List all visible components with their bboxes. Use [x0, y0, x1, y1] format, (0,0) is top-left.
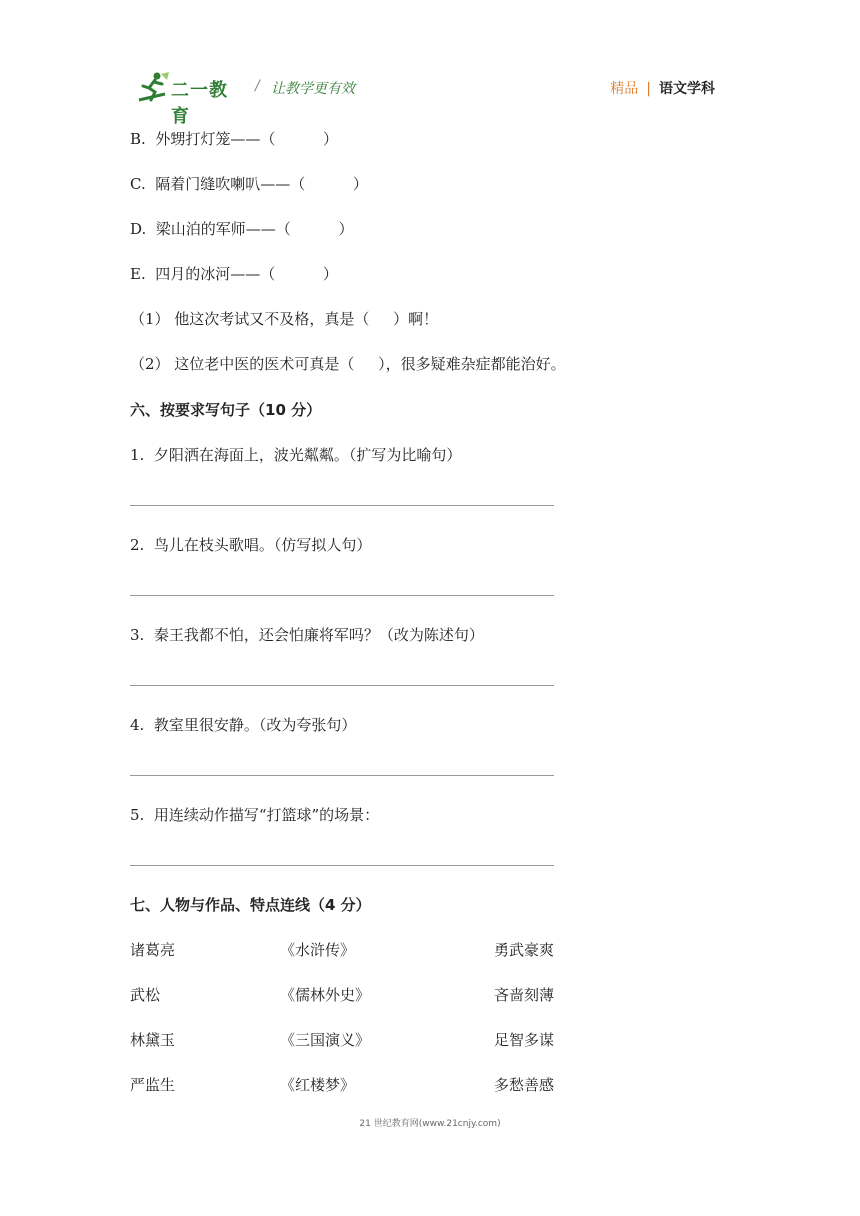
tag-divider: | — [646, 81, 651, 97]
header-slogan: 让教学更有效 — [271, 81, 355, 97]
trait-cell[interactable]: 多愁善感 — [494, 1076, 555, 1094]
runner-logo-icon — [135, 70, 171, 106]
person-cell[interactable]: 武松 — [130, 986, 161, 1004]
question-2: 2. 鸟儿在枝头歌唱。（仿写拟人句） — [130, 536, 372, 554]
question-4: 4. 教室里很安静。（改为夸张句） — [130, 716, 357, 734]
section-7-title: 七、人物与作品、特点连线（4 分） — [130, 896, 371, 914]
tag-subject: 语文学科 — [659, 81, 715, 97]
page-footer: 21 世纪教育网(www.21cnjy.com) — [359, 1119, 501, 1129]
person-cell[interactable]: 诸葛亮 — [130, 941, 176, 959]
option-e: E. 四月的冰河——（ ） — [130, 265, 338, 283]
option-c: C. 隔着门缝吹喇叭——（ ） — [130, 175, 368, 193]
section-6-title: 六、按要求写句子（10 分） — [130, 401, 322, 419]
work-cell[interactable]: 《三国演义》 — [280, 1031, 371, 1049]
logo — [135, 70, 245, 127]
work-cell[interactable]: 《水浒传》 — [280, 941, 356, 959]
page-header — [135, 70, 715, 127]
trait-cell[interactable]: 足智多谋 — [494, 1031, 555, 1049]
answer-line-4[interactable] — [130, 775, 554, 776]
person-cell[interactable]: 林黛玉 — [130, 1031, 176, 1049]
answer-line-2[interactable] — [130, 595, 554, 596]
person-cell[interactable]: 严监生 — [130, 1076, 176, 1094]
header-separator: / — [255, 78, 260, 94]
option-d: D. 梁山泊的军师——（ ） — [130, 220, 354, 238]
fill-blank-1: （1） 他这次考试又不及格，真是（ ）啊！ — [130, 310, 439, 328]
tag-premium: 精品 — [610, 81, 639, 97]
trait-cell[interactable]: 吝啬刻薄 — [494, 986, 555, 1004]
work-cell[interactable]: 《儒林外史》 — [280, 986, 371, 1004]
logo-text: 二一教育 — [171, 80, 228, 127]
answer-line-3[interactable] — [130, 685, 554, 686]
option-b: B. 外甥打灯笼——（ ） — [130, 130, 339, 148]
question-1: 1. 夕阳洒在海面上，波光粼粼。（扩写为比喻句） — [130, 446, 462, 464]
work-cell[interactable]: 《红楼梦》 — [280, 1076, 356, 1094]
fill-blank-2: （2） 这位老中医的医术可真是（ ），很多疑难杂症都能治好。 — [130, 355, 566, 373]
answer-line-5[interactable] — [130, 865, 554, 866]
question-5: 5. 用连续动作描写“打篮球”的场景： — [130, 806, 380, 824]
answer-line-1[interactable] — [130, 505, 554, 506]
question-3: 3. 秦王我都不怕，还会怕廉将军吗？（改为陈述句） — [130, 626, 484, 644]
header-tags — [610, 78, 715, 98]
trait-cell[interactable]: 勇武豪爽 — [494, 941, 555, 959]
